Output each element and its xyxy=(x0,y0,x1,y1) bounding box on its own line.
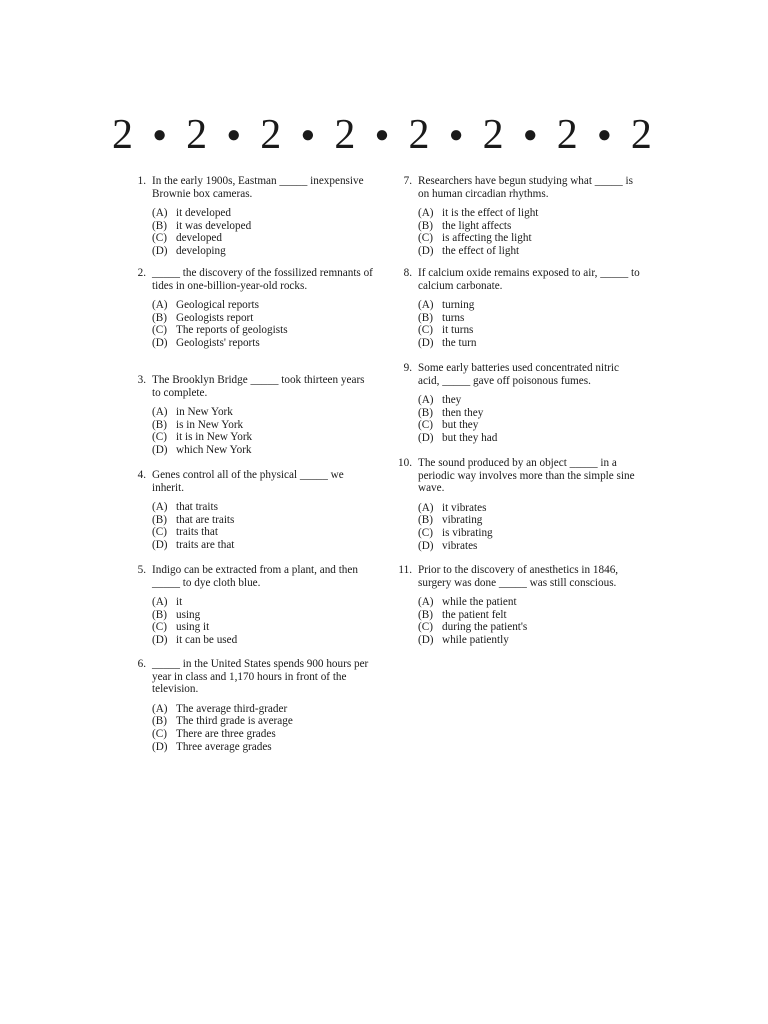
option-text: but they xyxy=(442,419,479,432)
question-stem xyxy=(392,457,642,495)
answer-option[interactable] xyxy=(418,324,642,337)
section-header xyxy=(112,113,652,157)
answer-option[interactable] xyxy=(418,407,642,420)
answer-option[interactable] xyxy=(152,728,376,741)
answer-options xyxy=(392,207,642,257)
answer-options xyxy=(392,299,642,349)
answer-option[interactable] xyxy=(152,526,376,539)
option-letter: (D) xyxy=(152,336,168,349)
option-letter: (A) xyxy=(418,207,434,220)
option-text: it can be used xyxy=(176,633,238,646)
option-letter: (A) xyxy=(152,596,168,609)
option-letter: (B) xyxy=(418,514,433,527)
option-text: the turn xyxy=(442,336,477,349)
option-text: they xyxy=(442,394,462,407)
answer-options xyxy=(126,207,376,257)
option-letter: (A) xyxy=(152,299,168,312)
section-number: 2 xyxy=(186,112,208,158)
answer-option[interactable] xyxy=(152,741,376,754)
option-letter: (C) xyxy=(152,431,167,444)
question-stem xyxy=(392,564,642,589)
answer-option[interactable] xyxy=(152,337,376,350)
answer-option[interactable] xyxy=(418,312,642,325)
option-text: developing xyxy=(176,244,226,257)
option-letter: (C) xyxy=(418,324,433,337)
option-text: vibrates xyxy=(442,539,478,552)
option-letter: (A) xyxy=(152,406,168,419)
option-text: which New York xyxy=(176,443,252,456)
answer-option[interactable] xyxy=(418,394,642,407)
bullet-separator: ● xyxy=(522,122,538,148)
answer-option[interactable] xyxy=(152,245,376,258)
option-letter: (D) xyxy=(418,633,434,646)
option-letter: (B) xyxy=(152,311,167,324)
option-text: is affecting the light xyxy=(442,232,532,245)
option-text: the light affects xyxy=(442,219,512,232)
option-letter: (A) xyxy=(418,299,434,312)
answer-option[interactable] xyxy=(418,634,642,647)
question-number: 10. xyxy=(398,457,412,469)
option-text: it developed xyxy=(176,207,231,220)
option-letter: (D) xyxy=(152,633,168,646)
option-text: using it xyxy=(176,621,210,634)
option-letter: (C) xyxy=(152,232,167,245)
question-number: 8. xyxy=(403,267,412,279)
answer-options xyxy=(126,501,376,551)
answer-option[interactable] xyxy=(418,337,642,350)
option-letter: (B) xyxy=(152,219,167,232)
option-text: Geological reports xyxy=(176,299,259,312)
option-text: it vibrates xyxy=(442,501,487,514)
question-text: In the early 1900s, Eastman _____ inexpensive Brownie box cameras. xyxy=(152,175,364,200)
option-letter: (C) xyxy=(152,526,167,539)
option-text: Geologists report xyxy=(176,311,254,324)
question-number: 4. xyxy=(137,469,146,481)
question-text: Indigo can be extracted from a plant, and then _____ to dye cloth blue. xyxy=(152,564,358,589)
option-text: it was developed xyxy=(176,219,252,232)
option-text: traits are that xyxy=(176,538,235,551)
answer-option[interactable] xyxy=(418,540,642,553)
question-number: 11. xyxy=(398,564,412,576)
option-letter: (A) xyxy=(152,702,168,715)
section-number: 2 xyxy=(556,112,578,158)
option-letter: (B) xyxy=(152,608,167,621)
option-text: is in New York xyxy=(176,418,244,431)
question-number: 5. xyxy=(137,564,146,576)
answer-option[interactable] xyxy=(152,406,376,419)
option-text: it is the effect of light xyxy=(442,207,539,220)
answer-option[interactable] xyxy=(418,207,642,220)
question-stem xyxy=(126,658,376,696)
bullet-separator: ● xyxy=(374,122,390,148)
answer-options xyxy=(392,394,642,444)
option-text: turning xyxy=(442,299,475,312)
answer-option[interactable] xyxy=(418,419,642,432)
answer-option[interactable] xyxy=(418,232,642,245)
answer-option[interactable] xyxy=(418,514,642,527)
section-number: 2 xyxy=(630,112,652,158)
question-number: 2. xyxy=(137,267,146,279)
answer-option[interactable] xyxy=(152,431,376,444)
option-text: then they xyxy=(442,406,484,419)
answer-options xyxy=(126,703,376,753)
bullet-separator: ● xyxy=(226,122,241,148)
option-letter: (B) xyxy=(152,513,167,526)
section-number: 2 xyxy=(112,112,133,158)
option-text: is vibrating xyxy=(442,526,493,539)
question-stem xyxy=(126,469,376,494)
answer-option[interactable] xyxy=(152,609,376,622)
question-text: _____ in the United States spends 900 hours per year in class and 1,170 hours in front of the television. xyxy=(152,658,369,696)
option-letter: (B) xyxy=(418,406,433,419)
question-9 xyxy=(392,362,642,445)
question-stem xyxy=(126,564,376,589)
option-text: that traits xyxy=(176,501,218,514)
question-stem xyxy=(392,267,642,292)
question-6 xyxy=(126,658,376,753)
answer-option[interactable] xyxy=(152,444,376,457)
answer-option[interactable] xyxy=(152,596,376,609)
answer-options xyxy=(392,502,642,552)
question-text: Some early batteries used concentrated nitric acid, _____ gave off poisonous fumes. xyxy=(418,362,619,387)
option-letter: (A) xyxy=(418,501,434,514)
question-stem xyxy=(126,374,376,399)
option-text: The average third-grader xyxy=(176,702,288,715)
answer-options xyxy=(126,596,376,646)
option-letter: (D) xyxy=(418,431,434,444)
question-number: 3. xyxy=(137,374,146,386)
question-11 xyxy=(392,564,642,647)
option-letter: (C) xyxy=(152,324,167,337)
section-number: 2 xyxy=(260,112,282,158)
answer-option[interactable] xyxy=(418,220,642,233)
question-number: 9. xyxy=(403,362,412,374)
question-stem xyxy=(392,175,642,200)
answer-option[interactable] xyxy=(152,220,376,233)
option-letter: (B) xyxy=(418,311,433,324)
question-4 xyxy=(126,469,376,552)
answer-option[interactable] xyxy=(152,539,376,552)
question-stem xyxy=(126,175,376,200)
option-text: Three average grades xyxy=(176,740,272,753)
question-text: The Brooklyn Bridge _____ took thirteen years to complete. xyxy=(152,374,365,399)
answer-option[interactable] xyxy=(418,245,642,258)
question-8 xyxy=(392,267,642,350)
answer-option[interactable] xyxy=(418,432,642,445)
answer-option[interactable] xyxy=(152,324,376,337)
option-letter: (A) xyxy=(418,394,434,407)
option-letter: (D) xyxy=(152,538,168,551)
bullet-separator: ● xyxy=(597,122,612,148)
option-letter: (B) xyxy=(418,608,433,621)
section-number: 2 xyxy=(408,112,430,158)
question-text: If calcium oxide remains exposed to air, _____ to calcium carbonate. xyxy=(418,267,640,292)
option-text: Geologists' reports xyxy=(176,336,260,349)
question-text: Prior to the discovery of anesthetics in 1846, surgery was done _____ was still conscious. xyxy=(418,564,619,589)
option-text: traits that xyxy=(176,526,218,539)
question-5 xyxy=(126,564,376,647)
answer-option[interactable] xyxy=(418,502,642,515)
option-letter: (C) xyxy=(152,621,167,634)
answer-option[interactable] xyxy=(152,715,376,728)
option-text: developed xyxy=(176,232,222,245)
bullet-separator: ● xyxy=(300,122,316,148)
question-1 xyxy=(126,175,376,258)
bullet-separator: ● xyxy=(448,122,464,148)
question-7 xyxy=(392,175,642,258)
option-letter: (C) xyxy=(152,727,167,740)
answer-option[interactable] xyxy=(152,634,376,647)
question-text: The sound produced by an object _____ in a periodic way involves more than the simple sine wave. xyxy=(418,457,635,495)
answer-option[interactable] xyxy=(418,299,642,312)
question-stem xyxy=(392,362,642,387)
answer-option[interactable] xyxy=(418,596,642,609)
option-text: There are three grades xyxy=(176,727,276,740)
option-text: during the patient's xyxy=(442,621,528,634)
question-3 xyxy=(126,374,376,457)
question-2 xyxy=(126,267,376,350)
option-text: that are traits xyxy=(176,513,235,526)
option-text: using xyxy=(176,608,201,621)
question-stem xyxy=(126,267,376,292)
option-letter: (B) xyxy=(152,418,167,431)
bullet-separator: ● xyxy=(152,122,167,148)
option-letter: (A) xyxy=(152,501,168,514)
option-letter: (A) xyxy=(418,596,434,609)
option-text: The third grade is average xyxy=(176,715,293,728)
question-number: 6. xyxy=(137,658,146,670)
answer-option[interactable] xyxy=(152,232,376,245)
option-letter: (D) xyxy=(418,244,434,257)
answer-option[interactable] xyxy=(152,703,376,716)
option-letter: (D) xyxy=(418,336,434,349)
answer-option[interactable] xyxy=(152,207,376,220)
option-letter: (D) xyxy=(418,539,434,552)
answer-option[interactable] xyxy=(418,609,642,622)
option-letter: (C) xyxy=(418,526,433,539)
answer-option[interactable] xyxy=(152,501,376,514)
answer-options xyxy=(392,596,642,646)
option-text: it xyxy=(176,596,183,609)
option-text: the effect of light xyxy=(442,244,520,257)
option-text: in New York xyxy=(176,406,233,419)
section-number: 2 xyxy=(482,112,504,158)
option-letter: (C) xyxy=(418,232,433,245)
answer-option[interactable] xyxy=(418,527,642,540)
answer-option[interactable] xyxy=(152,312,376,325)
question-number: 1. xyxy=(137,175,146,187)
option-text: while the patient xyxy=(442,596,517,609)
option-text: vibrating xyxy=(442,514,483,527)
option-letter: (D) xyxy=(152,740,168,753)
option-letter: (A) xyxy=(152,207,168,220)
option-letter: (D) xyxy=(152,244,168,257)
option-letter: (B) xyxy=(152,715,167,728)
question-10 xyxy=(392,457,642,552)
option-text: it is in New York xyxy=(176,431,253,444)
option-text: turns xyxy=(442,311,465,324)
section-number: 2 xyxy=(334,112,356,158)
answer-option[interactable] xyxy=(152,419,376,432)
option-text: it turns xyxy=(442,324,474,337)
question-text: Researchers have begun studying what _____ is on human circadian rhythms. xyxy=(418,175,633,200)
option-text: The reports of geologists xyxy=(176,324,288,337)
answer-option[interactable] xyxy=(152,621,376,634)
option-text: the patient felt xyxy=(442,608,507,621)
question-text: Genes control all of the physical _____ we inherit. xyxy=(152,469,344,494)
option-letter: (C) xyxy=(418,419,433,432)
option-letter: (D) xyxy=(152,443,168,456)
answer-option[interactable] xyxy=(152,299,376,312)
question-text: _____ the discovery of the fossilized remnants of tides in one-billion-year-old rocks. xyxy=(152,267,373,292)
option-letter: (C) xyxy=(418,621,433,634)
question-number: 7. xyxy=(403,175,412,187)
answer-option[interactable] xyxy=(418,621,642,634)
answer-options xyxy=(126,299,376,349)
option-letter: (B) xyxy=(418,219,433,232)
option-text: while patiently xyxy=(442,633,509,646)
option-text: but they had xyxy=(442,431,498,444)
answer-options xyxy=(126,406,376,456)
answer-option[interactable] xyxy=(152,514,376,527)
